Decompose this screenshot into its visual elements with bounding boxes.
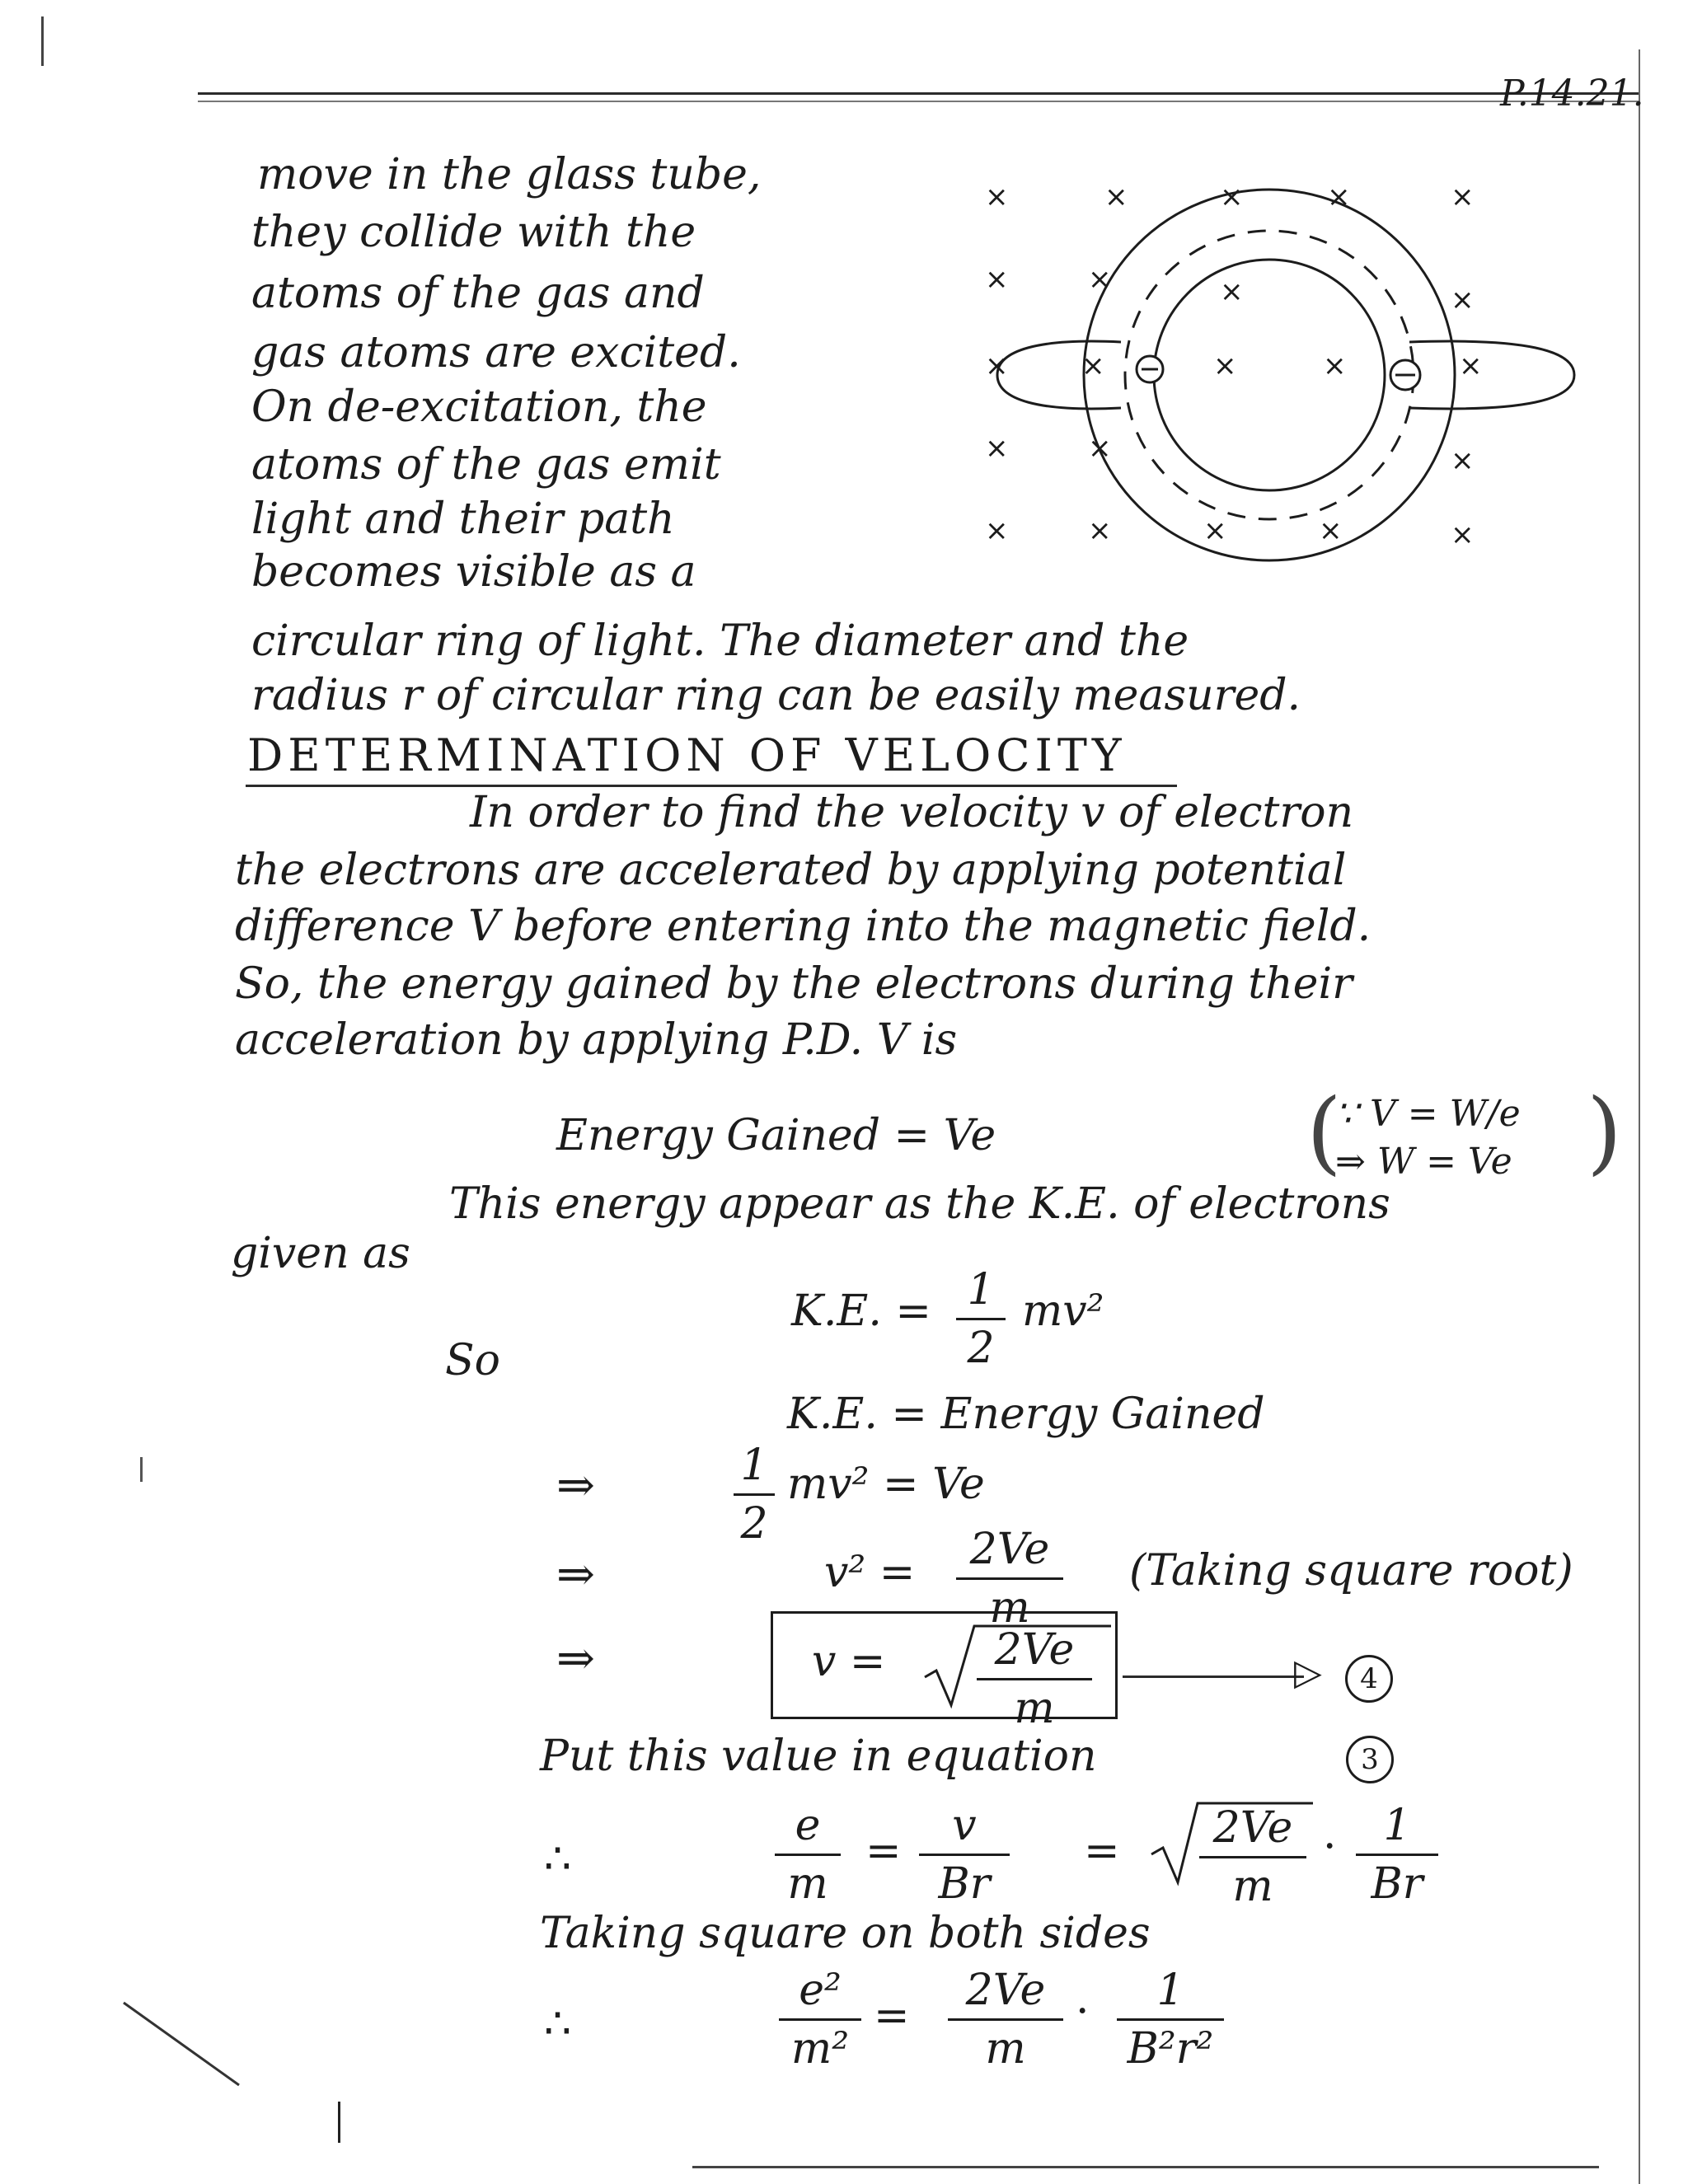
para1-line-6: atoms of the gas emit — [251, 440, 721, 490]
v-num: 2Ve — [994, 1625, 1075, 1675]
half-fraction — [734, 1441, 775, 1549]
sq-den: m² — [790, 2024, 850, 2074]
para1-line-7: light and their path — [251, 494, 675, 544]
svg-text:×: × — [985, 432, 1009, 465]
para1-line-5: On de-excitation, the — [251, 382, 707, 432]
tube-inner-circle — [1154, 260, 1385, 490]
side-note-bracket-left: ( — [1306, 1079, 1342, 1184]
so-word: So — [445, 1336, 500, 1385]
header-rule-2 — [198, 101, 1640, 102]
therefore-2: ∴ — [544, 1999, 572, 2049]
page-reference: P.14.21. — [1500, 73, 1644, 115]
sq-mid-num: 2Ve — [965, 1966, 1046, 2015]
em-last-fraction — [1356, 1801, 1438, 1909]
svg-text:×: × — [1088, 432, 1112, 465]
em-mid-fraction — [919, 1801, 1010, 1909]
para2-line-1: In order to find the velocity v of electron — [470, 788, 1354, 837]
ke-equals-energy: K.E. = Energy Gained — [787, 1390, 1265, 1439]
half-rhs: mv² = Ve — [787, 1460, 985, 1509]
ke-half-fraction — [956, 1265, 1006, 1373]
svg-text:×: × — [1451, 180, 1475, 213]
svg-text:×: × — [1203, 514, 1227, 547]
svg-text:×: × — [985, 514, 1009, 547]
header-rule — [198, 92, 1640, 95]
svg-text:×: × — [1081, 349, 1105, 382]
para1-line-10: radius r of circular ring can be easily measured. — [251, 671, 1301, 720]
svg-text:×: × — [1220, 275, 1244, 308]
section-heading: DETERMINATION OF VELOCITY — [247, 729, 1127, 781]
para1-line-8: becomes visible as a — [251, 547, 696, 597]
vsq-num: 2Ve — [969, 1525, 1050, 1574]
em-dot: · — [1323, 1822, 1337, 1872]
side-note-bracket-right: ) — [1587, 1079, 1622, 1184]
para2-line-4: So, the energy gained by the electrons during their — [235, 959, 1353, 1009]
para1-line-2: they collide with the — [251, 208, 696, 257]
para1-line-4: gas atoms are excited. — [251, 328, 741, 377]
ref-arrow-head: ▷ — [1294, 1652, 1322, 1694]
svg-text:×: × — [1213, 349, 1237, 382]
scan-mark-2 — [338, 2102, 340, 2143]
em-num: e — [795, 1801, 821, 1850]
em-mid-num: v — [952, 1801, 977, 1850]
vsq-note: (Taking square root) — [1129, 1546, 1573, 1596]
para2-line-3: difference V before entering into the magnetic field. — [235, 902, 1372, 951]
para2-line-2: the electrons are accelerated by applying potential — [235, 846, 1347, 895]
equation-ref-4: 4 — [1345, 1655, 1393, 1703]
svg-text:×: × — [1088, 263, 1112, 296]
em-mid-den: Br — [938, 1859, 991, 1909]
bottom-rule — [692, 2166, 1599, 2168]
vsq-lhs: v² = — [824, 1548, 916, 1597]
right-margin-rule — [1639, 49, 1640, 2184]
therefore-1: ∴ — [544, 1835, 572, 1884]
svg-text:×: × — [1451, 518, 1475, 551]
sq-eq: = — [874, 1991, 910, 2041]
para2-line-5: acceleration by applying P.D. V is — [235, 1015, 958, 1065]
sq-last-num: 1 — [1156, 1966, 1184, 2015]
implies-arrow-3: ⇒ — [556, 1632, 595, 1685]
sq-last-fraction — [1117, 1966, 1224, 2074]
ke-rhs: mv² — [1022, 1286, 1104, 1336]
ke-lhs: K.E. = — [791, 1286, 931, 1336]
sq-num: e² — [799, 1966, 842, 2015]
em-root-fraction — [1199, 1803, 1306, 1911]
v-lhs: v = — [812, 1637, 886, 1686]
side-note-line-1: ∵ V = W/e — [1335, 1093, 1521, 1135]
em-fraction — [775, 1801, 841, 1909]
v-fraction — [977, 1625, 1092, 1733]
implies-arrow-2: ⇒ — [556, 1548, 595, 1601]
svg-text:×: × — [985, 180, 1009, 213]
svg-text:×: × — [985, 349, 1009, 382]
sq-mid-den: m — [985, 2024, 1026, 2074]
em-den: m — [787, 1859, 828, 1909]
taking-square-text: Taking square on both sides — [540, 1909, 1151, 1958]
put-value-text: Put this value in equation — [540, 1732, 1097, 1781]
ref-arrow-line — [1123, 1675, 1304, 1678]
svg-text:×: × — [1319, 514, 1343, 547]
para1-line-9: circular ring of light. The diameter and the — [251, 616, 1189, 666]
v-den: m — [1014, 1684, 1055, 1733]
sq-dot: · — [1076, 1987, 1090, 2036]
para1-line-3: atoms of the gas and — [251, 269, 705, 318]
para1-line-1: move in the glass tube, — [257, 150, 762, 199]
svg-text:×: × — [1323, 349, 1347, 382]
sq-mid-fraction — [948, 1966, 1063, 2074]
para3-line-2: given as — [231, 1229, 410, 1278]
svg-text:×: × — [985, 263, 1009, 296]
svg-text:×: × — [1451, 284, 1475, 316]
em-root-den: m — [1232, 1862, 1273, 1911]
scan-mark-1 — [140, 1457, 143, 1482]
ke-half-den: 2 — [967, 1324, 995, 1373]
heading-underline — [246, 785, 1177, 787]
em-eq-2: = — [1084, 1826, 1120, 1876]
em-root-num: 2Ve — [1212, 1803, 1293, 1853]
svg-text:×: × — [1327, 180, 1351, 213]
svg-text:×: × — [1459, 349, 1483, 382]
glass-tube-diagram — [948, 165, 1624, 560]
left-margin-mark — [41, 16, 44, 66]
sq-last-den: B²r² — [1127, 2024, 1214, 2074]
svg-text:×: × — [1088, 514, 1112, 547]
em-last-den: Br — [1371, 1859, 1423, 1909]
scan-stroke — [124, 2003, 247, 2093]
svg-text:×: × — [1220, 180, 1244, 213]
vsq-den: m — [989, 1583, 1030, 1633]
em-last-num: 1 — [1383, 1801, 1411, 1850]
equation-ref-3: 3 — [1346, 1736, 1394, 1783]
em-eq-1: = — [865, 1826, 902, 1876]
side-note-line-2: ⇒ W = Ve — [1335, 1141, 1512, 1183]
implies-arrow-1: ⇒ — [556, 1459, 595, 1512]
ke-half-num: 1 — [967, 1265, 995, 1315]
svg-text:×: × — [1451, 444, 1475, 477]
half-num: 1 — [740, 1441, 768, 1490]
sq-fraction — [779, 1966, 861, 2074]
energy-gained-equation: Energy Gained = Ve — [556, 1111, 996, 1160]
svg-text:×: × — [1104, 180, 1128, 213]
para3-line-1: This energy appear as the K.E. of electrons — [449, 1179, 1390, 1229]
half-den: 2 — [740, 1499, 768, 1549]
